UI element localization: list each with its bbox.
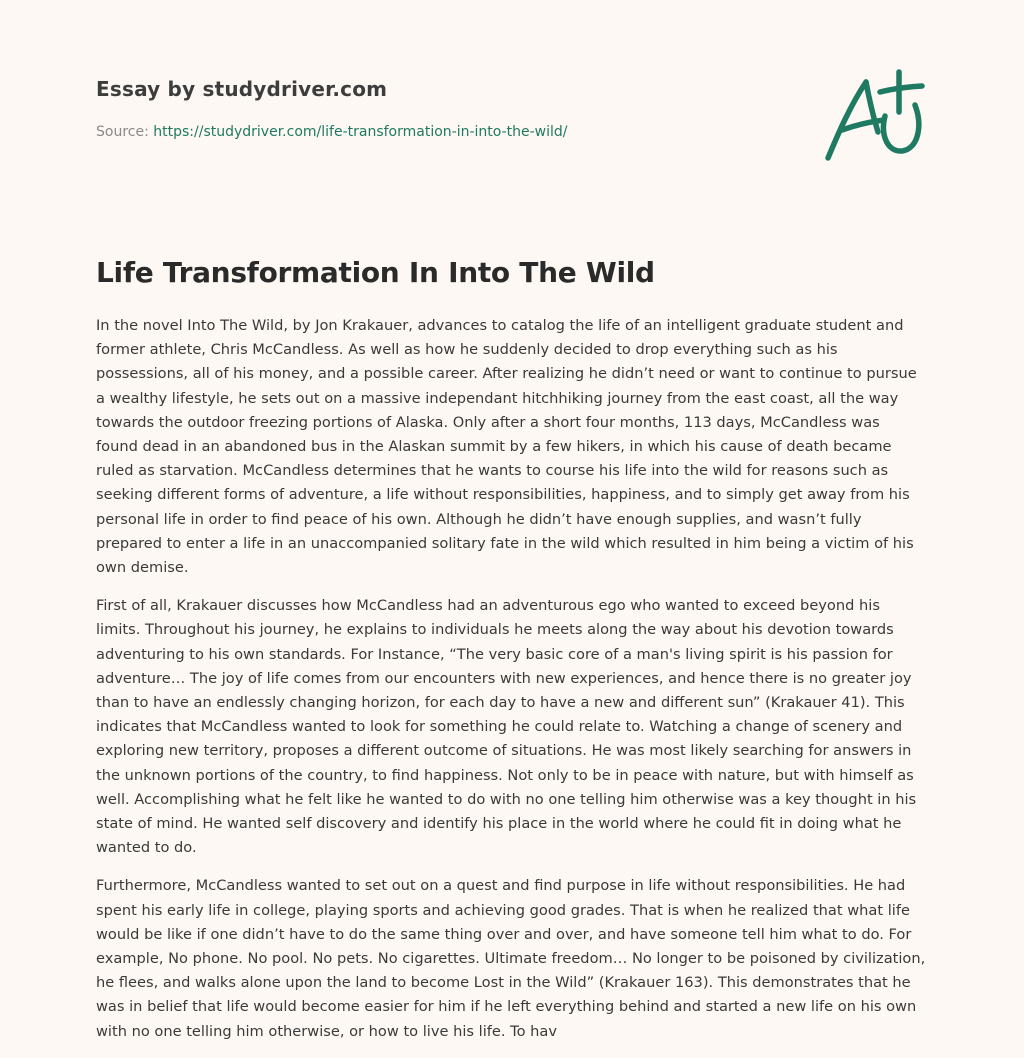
essay-paragraph: First of all, Krakauer discusses how McCandless had an adventurous ego who wanted to exceed beyond his limits. Throughout his journey, he explains to individuals he meets along the way about his devotion towards adventuring to his own standards. For Instance, “The very basic core of a man's living spirit is his passion for adventure… The joy of life comes from our encounters with new experiences, and hence there is no greater joy than to have an endlessly changing horizon, for each day to have a new and different sun” (Krakauer 41). This indicates that McCandless wanted to look for something he could relate to. Watching a change of scenery and exploring new territory, proposes a different outcome of situations. He was most likely searching for answers in the unknown portions of the country, to find happiness. Not only to be in peace with nature, but with himself as well. Accomplishing what he felt like he wanted to do with no one telling him otherwise was a key thought in his state of mind. He wanted self discovery and identify his place in the world where he could fit in doing what he wanted to do. [96, 597, 917, 857]
essay-title: Life Transformation In Into The Wild [96, 256, 655, 289]
source-label: Source: [96, 124, 149, 140]
site-brand: Essay by studydriver.com [96, 77, 388, 101]
essay-body [96, 314, 926, 1058]
source-link[interactable]: https://studydriver.com/life-transformation-in-into-the-wild/ [153, 124, 568, 140]
essay-paragraph: Furthermore, McCandless wanted to set out on a quest and find purpose in life without responsibilities. He had spent his early life in college, playing sports and achieving good grades. That is when he realized that what life would be like if one didn’t have to do the same thing over and over, and have someone tell him what to do. For example, No phone. No pool. No pets. No cigarettes. Ultimate freedom… No longer to be poisoned by civilization, he flees, and walks alone upon the land to become Lost in the Wild” (Krakauer 163). This demonstrates that he was in belief that life would become easier for him if he left everything behind and started a new life on his own with no one telling him otherwise, or how to live his life. To hav [96, 877, 926, 1040]
essay-paragraph: In the novel Into The Wild, by Jon Krakauer, advances to catalog the life of an intelligent graduate student and former athlete, Chris McCandless. As well as how he suddenly decided to drop everything such as his possessions, all of his money, and a possible career. After realizing he didn’t need or want to continue to pursue a wealthy lifestyle, he sets out on a massive independant hitchhiking journey from the east coast, all the way towards the outdoor freezing portions of Alaska. Only after a short four months, 113 days, McCandless was found dead in an abandoned bus in the Alaskan summit by a few hikers, in which his cause of death became ruled as starvation. McCandless determines that he wants to course his life into the wild for reasons such as seeking different forms of adventure, a life without responsibilities, happiness, and to simply get away from his personal life in order to find peace of his own. Although he didn’t have enough supplies, and wasn’t fully prepared to enter a life in an unaccompanied solitary fate in the wild which resulted in him being a victim of his own demise. [96, 317, 917, 577]
a-plus-logo-icon [822, 68, 928, 164]
source-line [96, 124, 568, 140]
